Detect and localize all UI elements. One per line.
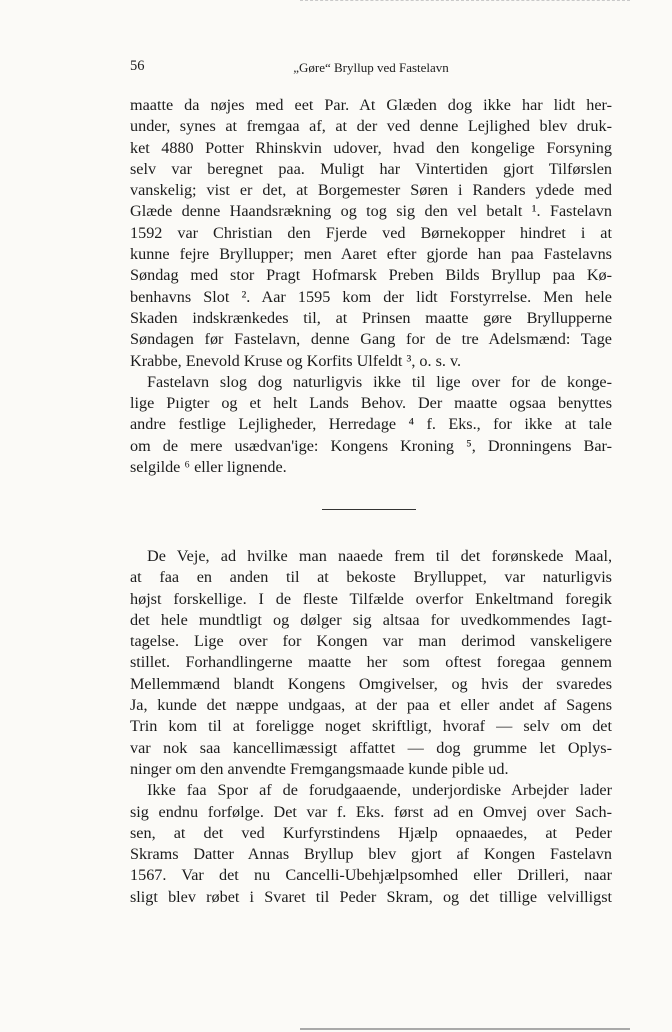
text-line: Ja, kunde det næppe undgaas, at der paa et eller andet af Sagens	[130, 696, 612, 715]
text-line: om de mere usædvan'ige: Kongens Kroning ⁵, Dronningens Bar-	[130, 436, 612, 455]
text-line: ket 4880 Potter Rhinskvin udover, hvad den kongelige Forsyning	[130, 138, 612, 157]
text-line: 1567. Var det nu Cancelli-Ubehjælpsomhed eller Drilleri, naar	[130, 866, 612, 885]
text-line: Søndag med stor Pragt Hofmarsk Preben Bilds Bryllup paa Kø-	[130, 266, 612, 285]
scan-edge-bottom	[300, 1028, 630, 1030]
text-line: Glæde denne Haandsrækning og tog sig den vel betalt ¹. Fastelavn	[130, 202, 612, 221]
text-line: sen, at det ved Kurfyrstindens Hjælp opnaaedes, at Peder	[130, 823, 612, 842]
text-line: højst forskellige. I de fleste Tilfælde overfor Enkeltmand foregik	[130, 589, 612, 608]
text-line: det hele mundtligt og dølger sig altsaa for uvedkommendes Iagt-	[130, 610, 612, 629]
text-line: Søndagen før Fastelavn, denne Gang for de tre Adelsmænd: Tage	[130, 330, 612, 349]
text-line: var nok saa kancellimæssigt affattet — dog grumme let Oplys-	[130, 738, 612, 757]
text-line: at faa en anden til at bekoste Brylluppet, var naturligvis	[130, 568, 612, 587]
running-title: „Gøre“ Bryllup ved Fastelavn	[293, 60, 449, 75]
text-line: maatte da nøjes med eet Par. At Glæden dog ikke har lidt her-	[130, 96, 612, 114]
text-line: Skrams Datter Annas Bryllup blev gjort af Kongen Fastelavn	[130, 845, 612, 864]
text-line: under, synes at fremgaa af, at der ved denne Lejlighed blev druk-	[130, 117, 612, 136]
text-line: De Veje, ad hvilke man naaede frem til det forønskede Maal,	[147, 547, 612, 565]
text-line: stillet. Forhandlingerne maatte her som oftest foregaa gennem	[130, 653, 612, 672]
text-line: Ikke faa Spor af de forudgaaende, underjordiske Arbejder lader	[147, 781, 612, 800]
text-line: benhavns Slot ². Aar 1595 kom der lidt Forstyrrelse. Men hele	[130, 287, 612, 306]
text-line: Krabbe, Enevold Kruse og Korfits Ulfeldt ³, o. s. v.	[130, 351, 462, 370]
section-divider	[322, 509, 416, 510]
text-block-2	[130, 546, 612, 908]
text-line: ninger om den anvendte Fremgangsmaade kunde pible ud.	[130, 759, 509, 778]
text-line: tagelse. Lige over for Kongen var man derimod vanskeligere	[130, 632, 612, 651]
text-line: Fastelavn slog dog naturligvis ikke til lige over for de konge-	[147, 372, 612, 391]
text-line: Mellemmænd blandt Kongens Omgivelser, og hvis der svaredes	[130, 674, 612, 693]
page-header	[130, 58, 612, 80]
text-line: sig endnu forfølge. Det var f. Eks. først ad en Omvej over Sach-	[130, 802, 612, 821]
text-line: kunne fejre Bryllupper; men Aaret efter gjorde han paa Fastelavns	[130, 245, 612, 264]
scan-edge-top	[300, 0, 630, 3]
text-line: vanskelig; vist er det, at Borgemester Søren i Randers ydede med	[130, 181, 612, 200]
text-line: selgilde ⁶ eller lignende.	[130, 458, 287, 477]
text-line: selv var beregnet paa. Muligt har Vintertiden gjort Tilførslen	[130, 159, 612, 178]
text-line: 1592 var Christian den Fjerde ved Børnekopper hindret i at	[130, 223, 612, 242]
text-block-1	[130, 95, 612, 478]
text-line: sligt blev røbet i Svaret til Peder Skram, og det tillige velvilligst	[130, 887, 612, 906]
page-number: 56	[130, 58, 145, 74]
text-line: Skaden indskrænkedes til, at Prinsen maatte gøre Bryllupperne	[130, 308, 612, 327]
text-line: andre festlige Lejligheder, Herredage ⁴ f. Eks., for ikke at tale	[130, 415, 612, 434]
text-line: lige Pıigter og et helt Lands Behov. Der maatte ogsaa benyttes	[130, 394, 612, 413]
text-line: Trin kom til at foreligge noget skriftligt, hvoraf — selv om det	[130, 717, 612, 736]
